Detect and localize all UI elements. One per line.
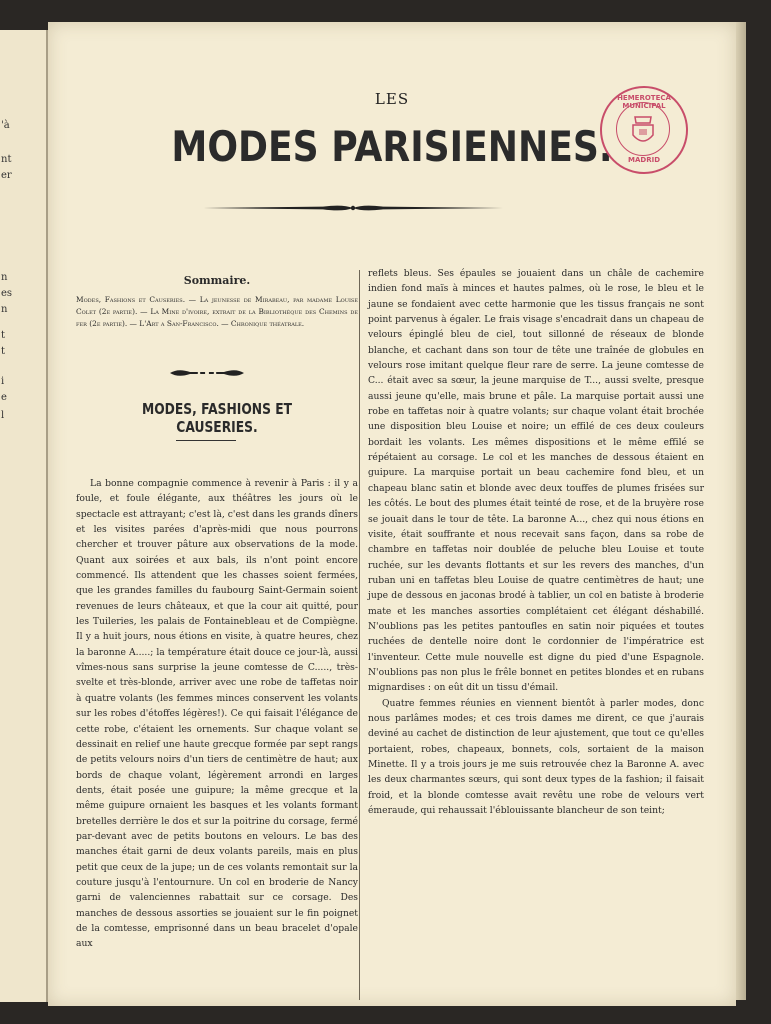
left-page-edge [0, 30, 48, 1002]
left-fragment: nt [1, 154, 12, 165]
left-fragment: es [1, 288, 13, 299]
left-fragment: n [1, 272, 8, 283]
library-stamp [600, 86, 688, 174]
section-rule [176, 440, 236, 441]
masthead-title: MODES PARISIENNES. [171, 122, 613, 171]
page-edge [736, 22, 746, 1000]
left-fragment: er [1, 170, 12, 181]
small-ornament-icon [168, 368, 246, 378]
header-les: LES [374, 90, 410, 108]
paragraph: La bonne compagnie commence à revenir à Paris : il y a foule, et foule élégante, aux théâtres les jours où le spectacle est attrayant; c'est là, c'est dans les grands dîners et les visites parées d'après-midi que nous pourrons chercher et trouver pâture aux observations de la mode. Quant aux soirées et aux bals, ils n'ont point encore commencé. Ils attendent que les chasses soient fermées, que les grandes familles du faubourg Saint-Germain soient revenues de leurs châteaux, et que la cour ait quitté, pour les Tuileries, les palais de Fontainebleau et de Compiègne. Il y a huit jours, nous étions en visite, à quatre heures, chez la baronne A.....; la température était douce ce jour-là, aussi vîmes-nous sans surprise la jeune comtesse de C....., très-svelte et très-blonde, arriver avec une robe de taffetas noir à quatre volants (les femmes minces conservent les volants sur les robes d'étoffes légères!). Ce qui faisait l'élégance de cette robe, c'étaient les ornements. Sur chaque volant se dessinait en relief une haute grecque formée par sept rangs de petits velours noirs d'un tiers de centimètre de haut; aux bords de chaque volant, légèrement arrondi en larges dents, était posée une guipure; la même grecque et la même guipure ornaient les basques et les volants formant bretelles derrière le dos et sur la poitrine du corsage, fermé par-devant avec de petits boutons en velours. Le bas des manches était garni de deux volants pareils, mais en plus petit que ceux de la jupe; un de ces volants remontait sur la couture jusqu'à l'entournure. Un col en broderie de Nancy garni de valenciennes rabattait sur ce corsage. Des manches de dessous assorties se jouaient sur le fin poignet de la comtesse, emprisonné dans un beau bracelet d'opale aux [76, 478, 358, 950]
ornament-divider-icon [203, 202, 503, 214]
column-divider [359, 270, 360, 1000]
stamp-top-text: HEMEROTECA MUNICIPAL [617, 94, 671, 110]
left-fragment: t [1, 330, 6, 341]
left-fragment: n [1, 304, 8, 315]
stamp-bottom-text: MADRID [628, 156, 660, 164]
left-fragment: e [1, 392, 7, 403]
left-fragment: t [1, 346, 6, 357]
newspaper-page [48, 22, 736, 1006]
article-column-2 [368, 266, 704, 818]
paragraph: Quatre femmes réunies en viennent bientôt à parler modes, donc nous parlâmes modes; et ces trois dames me dirent, ce que j'aurais deviné au cachet de distinction de leur ajustement, que tout ce qu'elles portaient, robes, chapeaux, bonnets, cols, sortaient de la maison Minette. Il y a trois jours je me suis retrouvée chez la Baronne A. avec les deux charmantes sœurs, qui sont deux types de la fashion; il faisait froid, et la blonde comtesse avait revêtu une robe de velours vert émeraude, qui rehaussait l'éblouissante blancheur de son teint; [368, 697, 704, 817]
sommaire-heading: Sommaire. [183, 274, 251, 287]
article-column-1 [76, 476, 358, 952]
left-fragment: l [1, 410, 5, 421]
sommaire-body: Modes, Fashions et Causeries. — La jeunesse de Mirabeau, par madame Louise Colet (2e partie). — La Mine d'ivoire, extrait de la Bibliothèque des Chemins de fer (2e partie). — L'Art a San-Francisco. — Chronique théatrale. [76, 295, 358, 328]
left-fragment: 'à [1, 120, 10, 131]
paragraph: reflets bleus. Ses épaules se jouaient dans un châle de cachemire indien fond maïs à minces et hautes palmes, où le rose, le bleu et le jaune se fondaient avec cette harmonie que les tissus français ne sont point parvenus à égaler. Le frais visage s'encadrait dans un chapeau de velours épinglé bleu de ciel, tout sillonné de réseaux de blonde blanche, et cachant dans son tour de tête une traînée de globules en velours rose imitant quelque fleur rare de serre. La jeune comtesse de C... était avec sa sœur, la jeune marquise de T..., aussi svelte, presque aussi jeune qu'elle, mais brune et pâle. La marquise portait aussi une robe en taffetas noir à quatre volants; sur chaque volant était brochée une disposition bleu Louise et noire; un effilé de ces deux couleurs bordait les volants. Les mêmes dispositions et le même effilé se répétaient au corsage. Le col et les manches de dessous étaient en guipure. La marquise portait un beau cachemire fond bleu, et un chapeau blanc satin et blonde avec deux touffes de plumes frisées sur les côtés. Le bout des plumes était teinté de rose, et de la bruyère rose se jouait dans le tour de tête. La baronne A..., chez qui nous étions en visite, était souffrante et nous recevait sans façon, dans sa robe de chambre en taffetas noir doublée de peluche bleu Louise et toute ruchée, sur les devants flottants et sur les revers des manches, d'un ruban uni en taffetas bleu Louise de quatre centimètres de haut; une jupe de dessous en jaconas brodé à tablier, un col en batiste à broderie mate et les manches assorties complétaient cet élégant déshabillé. N'oublions pas les petites pantoufles en satin noir piquées et toutes ruchées de dentelle noire dont le cordonnier de l'impératrice est l'inventeur. Cette mule nouvelle est digne du pied d'une Espagnole. N'oublions pas non plus le frêle bonnet en petites blondes et en rubans mignardises : on eût dit un tissu d'émail. [368, 268, 704, 694]
crest-icon [616, 102, 670, 156]
section-title: MODES, FASHIONS ET CAUSERIES. [141, 400, 293, 436]
left-fragment: i [1, 376, 5, 387]
